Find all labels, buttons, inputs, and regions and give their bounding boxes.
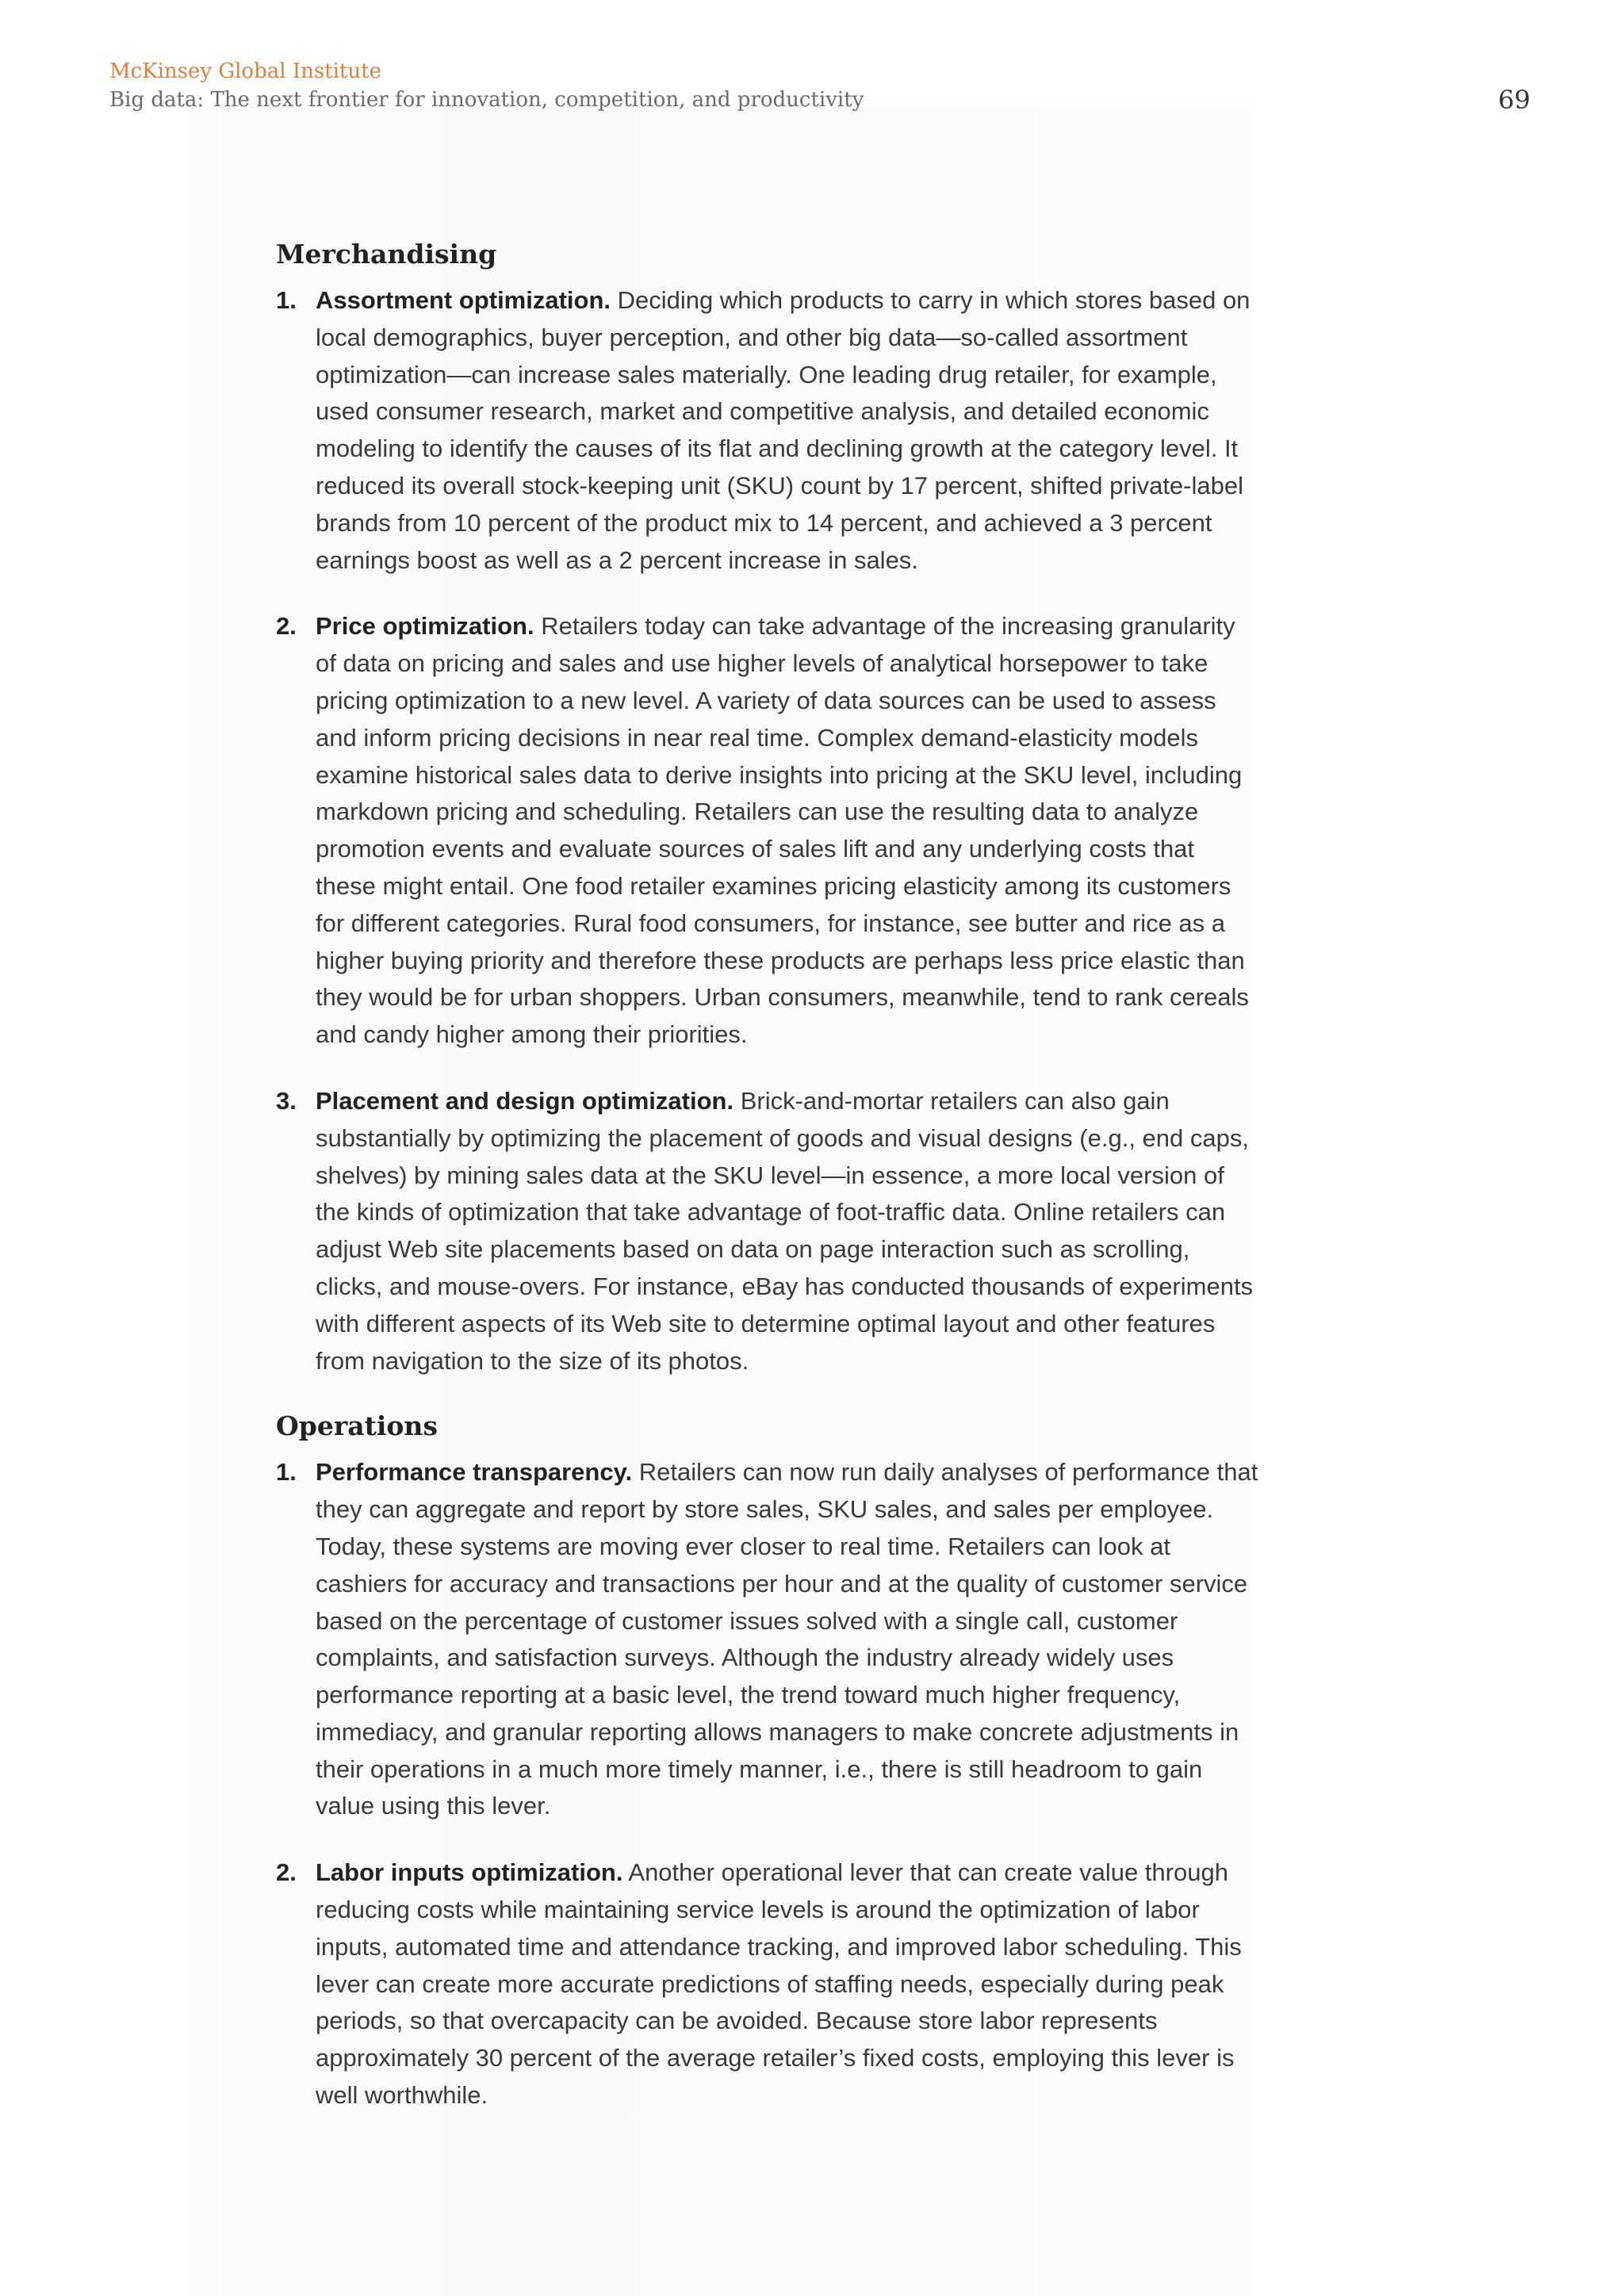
list-item [276, 1454, 1259, 1825]
report-title: Big data: The next frontier for innovation, competition, and productivity [109, 88, 864, 112]
list-item [276, 1854, 1259, 2114]
item-body [316, 1454, 1259, 1825]
item-body [316, 1854, 1259, 2114]
list-item [276, 1083, 1259, 1380]
publisher-name: McKinsey Global Institute [109, 59, 381, 83]
item-body [316, 282, 1259, 579]
section-heading: Operations [276, 1410, 438, 1442]
item-title: Performance transparency. [316, 1458, 633, 1487]
item-title: Assortment optimization. [316, 286, 611, 314]
section-heading: Merchandising [276, 239, 497, 270]
page-number: 69 [1498, 85, 1530, 115]
item-text: Retailers today can take advantage of the increasing granularity of data on pricing and sales and use higher levels of analytical horsepower to take pricing optimization to a new level. A variety of data sources can be used to assess and inform pricing decisions in near real time. Complex demand-elasticity models examine historical sales data to derive insights into pricing at the SKU level, including markdown pricing and scheduling. Retailers can use the resulting data to analyze promotion events and evaluate sources of sales lift and any underlying costs that these might entail. One food retailer examines pricing elasticity among its customers for different categories. Rural food consumers, for instance, see butter and rice as a higher buying priority and therefore these products are perhaps less price elastic than they would be for urban shoppers. Urban consumers, meanwhile, tend to rank cereals and candy higher among their priorities. [316, 612, 1249, 1049]
item-number: 3. [276, 1086, 297, 1115]
list-item [276, 608, 1259, 1054]
item-body [316, 1083, 1259, 1380]
item-title: Labor inputs optimization. [316, 1858, 623, 1887]
item-text: Brick-and-mortar retailers can also gain substantially by optimizing the placement of goods and visual designs (e.g., end caps, shelves) by mining sales data at the SKU level—in essence, a more local version of the kinds of optimization that take advantage of foot-traffic data. Online retailers can adjust Web site placements based on data on page interaction such as scrolling, clicks, and mouse-overs. For instance, eBay has conducted thousands of experiments with different aspects of its Web site to determine optimal layout and other features from navigation to the size of its photos. [316, 1086, 1254, 1375]
item-body [316, 608, 1259, 1054]
item-number: 2. [276, 612, 297, 641]
item-number: 1. [276, 286, 297, 314]
item-text: Another operational lever that can create value through reducing costs while maintaining service levels is around the optimization of labor inputs, automated time and attendance tracking, and improved labor scheduling. This lever can create more accurate predictions of staffing needs, especially during peak periods, so that overcapacity can be avoided. Because store labor represents approximately 30 percent of the average retailer’s fixed costs, employing this lever is well worthwhile. [316, 1858, 1242, 2110]
item-title: Price optimization. [316, 612, 534, 641]
item-text: Deciding which products to carry in which stores based on local demographics, buyer perception, and other big data—so-called assortment optimization—can increase sales materially. One leading drug retailer, for example, used consumer research, market and competitive analysis, and detailed economic modeling to identify the causes of its flat and declining growth at the category level. It reduced its overall stock-keeping unit (SKU) count by 17 percent, shifted private-label brands from 10 percent of the product mix to 14 percent, and achieved a 3 percent earnings boost as well as a 2 percent increase in sales. [316, 286, 1251, 574]
section-operations [276, 1410, 1259, 2114]
item-title: Placement and design optimization. [316, 1086, 734, 1115]
running-header [109, 57, 864, 114]
section-merchandising [276, 238, 1259, 1380]
item-number: 2. [276, 1858, 297, 1887]
item-number: 1. [276, 1458, 297, 1487]
main-content [276, 238, 1259, 2114]
list-item [276, 282, 1259, 579]
item-text: Retailers can now run daily analyses of performance that they can aggregate and report by store sales, SKU sales, and sales per employee. Today, these systems are moving ever closer to real time. Retailers can look at cashiers for accuracy and transactions per hour and at the quality of customer service based on the percentage of customer issues solved with a single call, customer complaints, and satisfaction surveys. Although the industry already widely uses performance reporting at a basic level, the trend toward much higher frequency, immediacy, and granular reporting allows managers to make concrete adjustments in their operations in a much more timely manner, i.e., there is still headroom to gain value using this lever. [316, 1458, 1258, 1820]
